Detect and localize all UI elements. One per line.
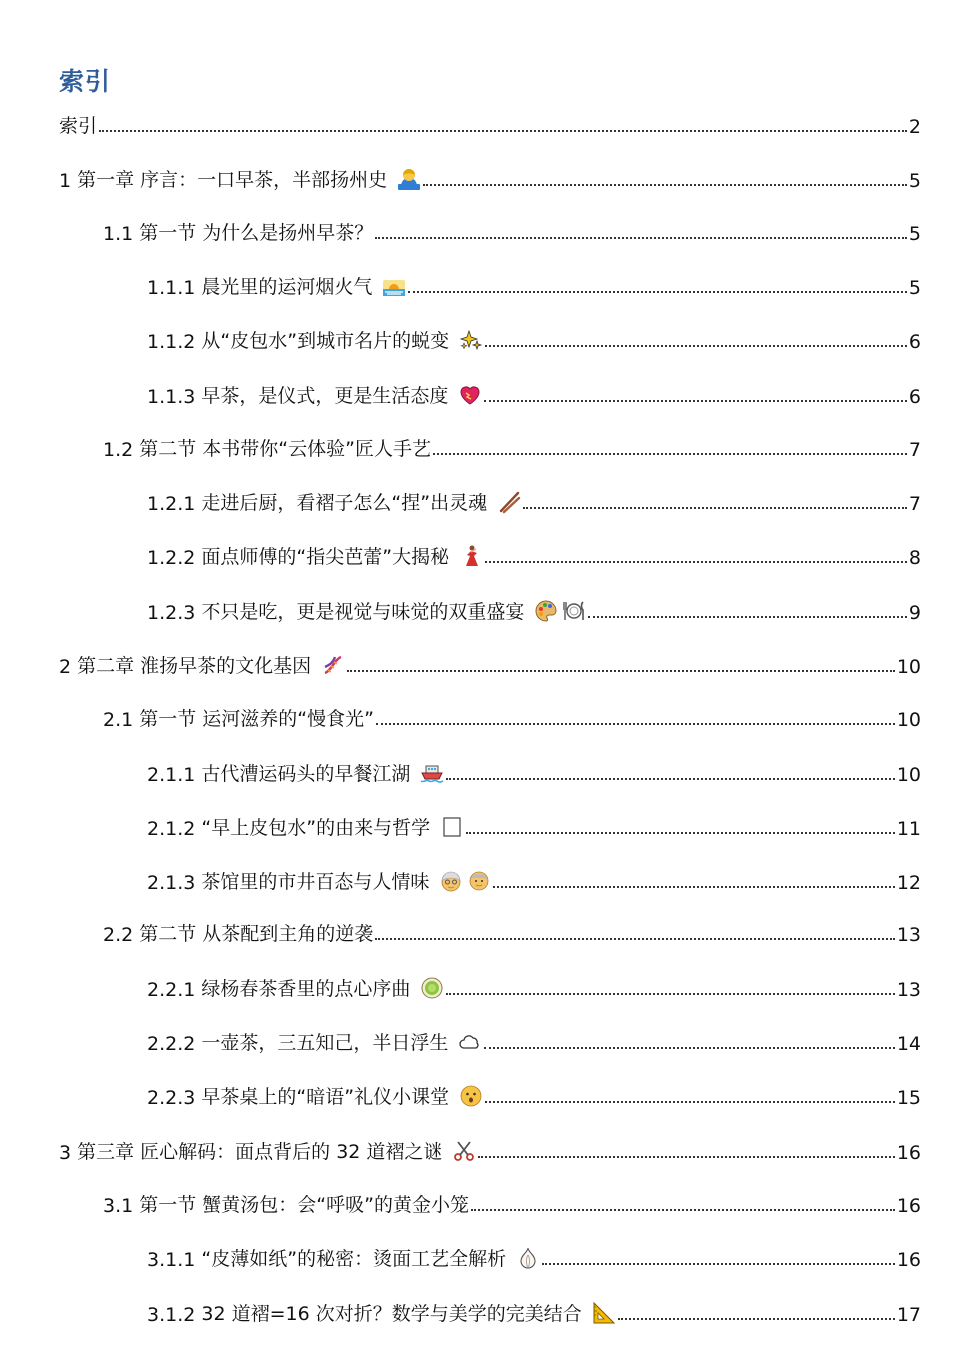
- toc-entry[interactable]: [147, 1239, 921, 1271]
- toc-dot-leader: [618, 1318, 895, 1320]
- toc-entry[interactable]: [147, 754, 921, 786]
- toc-entry-page-number: 17: [896, 1304, 921, 1326]
- toc-dot-leader: [471, 1209, 895, 1211]
- toc-entry-number: 3.1.1: [147, 1249, 202, 1271]
- toc-entry-number: 1.1.2: [147, 331, 202, 353]
- toc-entry-number: 1.2.2: [147, 547, 202, 569]
- toc-entry-title: “早上皮包水”的由来与哲学: [201, 817, 431, 839]
- toc-dot-leader: [478, 1156, 894, 1158]
- toc-entry-page-number: 8: [908, 547, 921, 569]
- toc-entry-page-number: 2: [908, 116, 921, 138]
- ship-icon: [420, 761, 444, 785]
- toc-entry-number: 2.2.2: [147, 1033, 202, 1055]
- toc-entry[interactable]: [59, 646, 921, 678]
- toc-entry-title: 走进后厨，看褶子怎么“捏”出灵魂: [201, 492, 488, 514]
- toc-entry-page-number: 13: [896, 924, 921, 946]
- toc-entry-title: “皮薄如纸”的秘密：烫面工艺全解析: [201, 1248, 507, 1270]
- toc-entry-title: 茶馆里的市井百态与人情味: [201, 871, 430, 893]
- toc-entry-page-number: 13: [896, 979, 921, 1001]
- toc-dot-leader: [99, 130, 907, 132]
- toc-dot-leader: [588, 616, 907, 618]
- toc-dot-leader: [493, 886, 894, 888]
- toc-entry[interactable]: [147, 321, 921, 353]
- toc-entry[interactable]: [103, 699, 921, 731]
- toc-entry-number: 1.2: [103, 439, 140, 461]
- missing-glyph-icon: [440, 815, 464, 839]
- toc-entry-title: 第一节 蟹黄汤包：会“呼吸”的黄金小笼: [139, 1194, 469, 1216]
- toc-entry-number: 3: [59, 1142, 78, 1164]
- toc-entry-title: 古代漕运码头的早餐江湖: [201, 763, 411, 785]
- toc-entry-title: 第三章 匠心解码：面点背后的 32 道褶之谜: [77, 1141, 443, 1163]
- toc-entry-number: 3.1: [103, 1195, 140, 1217]
- toc-entry-number: 3.1.2: [147, 1304, 202, 1326]
- toc-entry-title: 从“皮包水”到城市名片的蜕变: [201, 330, 450, 352]
- toc-entry-number: 2.1.1: [147, 764, 202, 786]
- hushed-face-icon: [459, 1084, 483, 1108]
- sparkles-icon: [459, 328, 483, 352]
- toc-entry-number: 2.1: [103, 709, 140, 731]
- toc-entry-title: 面点师傅的“指尖芭蕾”大揭秘: [201, 546, 450, 568]
- old-man-icon: [467, 869, 491, 893]
- toc-entry-title: 一壶茶，三五知己，半日浮生: [201, 1032, 449, 1054]
- toc-entry-number: 2.2.1: [147, 979, 202, 1001]
- toc-entry[interactable]: [103, 429, 921, 461]
- toc-entry-title: 第一节 为什么是扬州早茶？: [139, 222, 374, 244]
- toc-entry-page-number: 5: [908, 223, 921, 245]
- toc-heading: 索引: [59, 67, 112, 96]
- toc-dot-leader: [376, 723, 895, 725]
- toc-dot-leader: [484, 400, 907, 402]
- toc-entry-number: 2.1.3: [147, 872, 202, 894]
- toc-entry[interactable]: [59, 106, 921, 138]
- toc-entry[interactable]: [103, 914, 921, 946]
- toc-entry-page-number: 5: [908, 277, 921, 299]
- toc-entry-page-number: 7: [908, 439, 921, 461]
- toc-entry-title: 早茶桌上的“暗语”礼仪小课堂: [201, 1086, 450, 1108]
- toc-dot-leader: [446, 778, 894, 780]
- toc-entry[interactable]: [103, 213, 921, 245]
- toc-entry-page-number: 15: [896, 1087, 921, 1109]
- scissors-icon: [452, 1139, 476, 1163]
- sunrise-water-icon: [382, 274, 406, 298]
- toc-entry-page-number: 12: [896, 872, 921, 894]
- toc-entry-page-number: 10: [896, 656, 921, 678]
- toc-entry-title: 早茶，是仪式，更是生活态度: [201, 385, 449, 407]
- toc-entry-title: 32 道褶=16 次对折？数学与美学的完美结合: [201, 1303, 582, 1325]
- toc-entry-page-number: 7: [908, 493, 921, 515]
- toc-dot-leader: [466, 832, 895, 834]
- toc-entry-page-number: 5: [908, 170, 921, 192]
- toc-entry-title: 第一节 运河滋养的“慢食光”: [139, 708, 374, 730]
- toc-entry-title: 第一章 序言：一口早茶，半部扬州史: [77, 169, 388, 191]
- dna-icon: [321, 653, 345, 677]
- toc-dot-leader: [485, 1101, 895, 1103]
- toc-dot-leader: [484, 1047, 894, 1049]
- toc-entry-page-number: 16: [896, 1249, 921, 1271]
- tea-icon: [420, 976, 444, 1000]
- toc-dot-leader: [423, 184, 907, 186]
- person-icon: [397, 167, 421, 191]
- toc-entry[interactable]: [147, 267, 921, 299]
- toc-dot-leader: [375, 237, 907, 239]
- toc-entry-page-number: 6: [908, 386, 921, 408]
- toc-entry[interactable]: [147, 1077, 921, 1109]
- garlic-icon: [516, 1246, 540, 1270]
- toc-entry-page-number: 16: [896, 1142, 921, 1164]
- toc-entry[interactable]: [147, 537, 921, 569]
- toc-entry-page-number: 10: [896, 764, 921, 786]
- toc-entry[interactable]: [103, 1185, 921, 1217]
- toc-entry-title: 不只是吃，更是视觉与味觉的双重盛宴: [201, 601, 525, 623]
- toc-entry[interactable]: [59, 1132, 921, 1164]
- toc-dot-leader: [542, 1263, 895, 1265]
- toc-entry-number: 1: [59, 170, 78, 192]
- toc-dot-leader: [446, 993, 894, 995]
- toc-entry-title: 第二节 本书带你“云体验”匠人手艺: [139, 438, 431, 460]
- toc-entry[interactable]: [147, 862, 921, 894]
- toc-entry[interactable]: [147, 1294, 921, 1326]
- toc-dot-leader: [347, 670, 895, 672]
- toc-entry-number: 1.1.3: [147, 386, 202, 408]
- toc-entry[interactable]: [147, 592, 921, 624]
- palette-icon: [534, 599, 558, 623]
- toc-entry-page-number: 6: [908, 331, 921, 353]
- toc-entry[interactable]: [147, 483, 921, 515]
- toc-entry[interactable]: [147, 376, 921, 408]
- heart-icon: [458, 383, 482, 407]
- cloud-icon: [458, 1030, 482, 1054]
- toc-entry-title: 晨光里的运河烟火气: [201, 276, 373, 298]
- toc-dot-leader: [408, 291, 907, 293]
- toc-dot-leader: [375, 938, 895, 940]
- toc-entry[interactable]: [147, 808, 921, 840]
- old-woman-icon: [439, 869, 463, 893]
- toc-entry[interactable]: [147, 969, 921, 1001]
- toc-entry-page-number: 10: [896, 709, 921, 731]
- plate-cutlery-icon: [562, 599, 586, 623]
- toc-entry-page-number: 16: [896, 1195, 921, 1217]
- toc-entry-title: 索引: [59, 115, 98, 137]
- toc-dot-leader: [433, 453, 907, 455]
- toc-entry-title: 第二节 从茶配到主角的逆袭: [139, 923, 374, 945]
- toc-dot-leader: [485, 345, 907, 347]
- dancer-icon: [459, 544, 483, 568]
- toc-entry-page-number: 11: [896, 818, 921, 840]
- toc-entry-number: 1.2.1: [147, 493, 202, 515]
- toc-entry-number: 2.2.3: [147, 1087, 202, 1109]
- toc-entry-page-number: 9: [908, 602, 921, 624]
- toc-entry-number: 2.2: [103, 924, 140, 946]
- toc-entry[interactable]: [59, 160, 921, 192]
- toc-entry-title: 第二章 淮扬早茶的文化基因: [77, 655, 312, 677]
- toc-entry-page-number: 14: [896, 1033, 921, 1055]
- chopsticks-icon: [497, 490, 521, 514]
- toc-entry-number: 1.1: [103, 223, 140, 245]
- toc-entry-number: 1.2.3: [147, 602, 202, 624]
- toc-dot-leader: [485, 561, 907, 563]
- toc-dot-leader: [523, 507, 907, 509]
- triangle-ruler-icon: [592, 1301, 616, 1325]
- toc-entry[interactable]: [147, 1023, 921, 1055]
- toc-entry-number: 2.1.2: [147, 818, 202, 840]
- toc-entry-number: 1.1.1: [147, 277, 202, 299]
- toc-entry-number: 2: [59, 656, 78, 678]
- toc-entry-title: 绿杨春茶香里的点心序曲: [201, 978, 411, 1000]
